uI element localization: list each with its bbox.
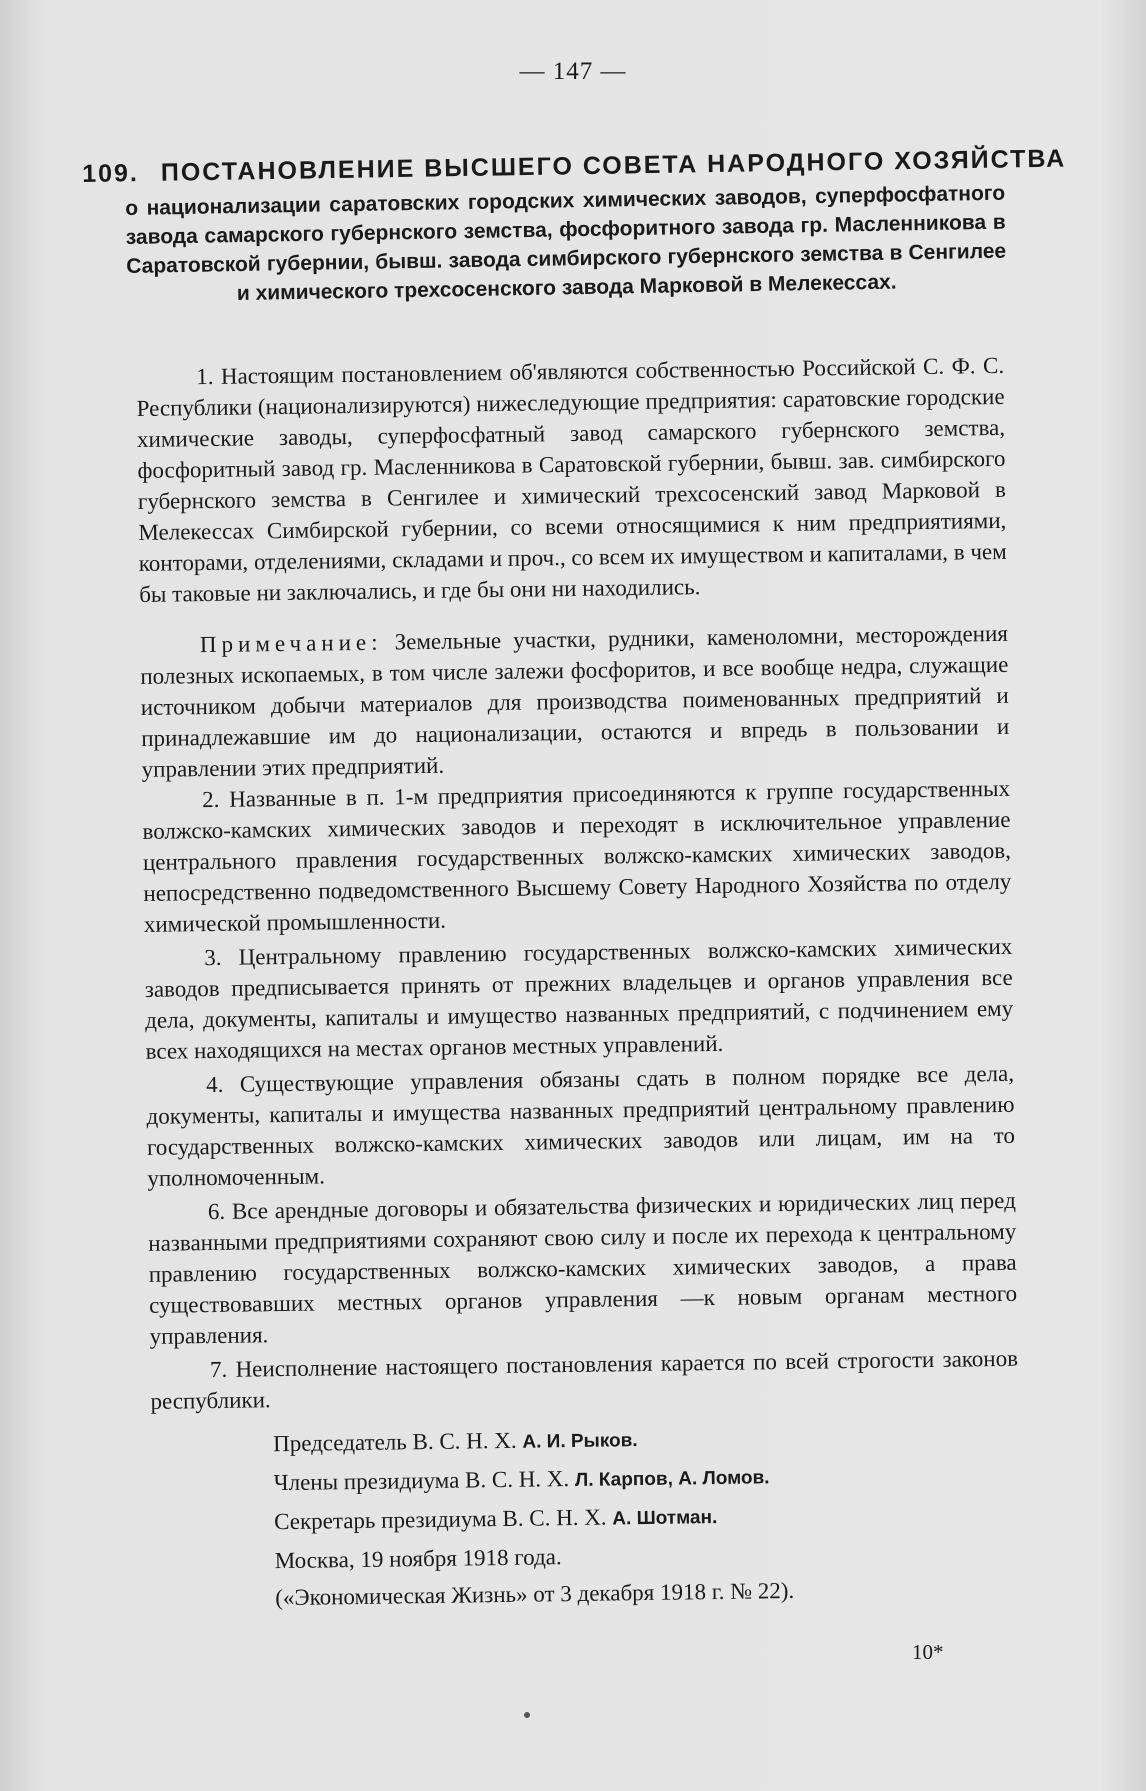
publication-source: («Экономическая Жизнь» от 3 декабря 1918 г. № 22). [275,1577,795,1611]
clause-1: 1. Настоящим постановлением об'являются собственностью Российской С. Ф. С. Республики (национализируются) нижеследующие предприятия: саратовские городские химические заводы, суперфосфатный завод самарского губернского земства, фосфоритный завод гр. Масленникова в Саратовской губернии, бывш. зав. симбирского губернского земства в Сенгилее и химический трехсосенский завод Марковой в Мелекессах Симбирской губернии, со всеми относящимися к ним предприятиями, конторами, отделениями, складами и проч., со всем их имуществом и капиталами, в чем бы таковые ни заключались, и где бы они ни находились. [136,352,1007,607]
place-date: Москва, 19 ноября 1918 года. [274,1544,562,1574]
print-speck [524,1712,530,1718]
secretary-name: А. Шотман. [612,1506,718,1530]
clause-4: 4. Существующие управления обязаны сдать в полном порядке все дела, документы, капиталы и имущества названных предприятий центральному правлению государственных волжско-камских химических заводов или лицам, им на то уполномоченным. [146,1060,1016,1191]
page-number: — 147 — [519,58,627,85]
decree-title: ПОСТАНОВЛЕНИЕ ВЫСШЕГО СОВЕТА НАРОДНОГО ХОЗЯЙСТВА [160,144,1067,187]
decree-body [136,350,1021,1618]
clause-1-note [140,618,1010,785]
note-text: Земельные участки, рудники, каменоломни, месторождения полезных ископаемых, в том числе залежи фосфоритов, и все вообще недра, служащие источником добычи материалов для производства поименованных предприятий и принадлежавшие им до национализации, остаются и впредь в пользовании и управлении этих предприятий. [140,620,1010,782]
clause-7: 7. Неисполнение настоящего постановления карается по всей строгости законов республики. [150,1345,1019,1414]
decree-subtitle: о национализации саратовских городских химических заводов, суперфосфатного завода самарского губернского земства, фосфоритного завода гр. Масленникова в Саратовской губернии, бывш. завода симбирского губернского земства в Сенгилее и химического трехсосенского завода Марковой в Мелекессах. [125,181,1007,306]
clause-2: 2. Названные в п. 1-м предприятия присоединяются к группе государственных волжско-камских химических заводов и переходят в исключительное управление центрального правления государственных волжско-камских химических заводов, непосредственно подведомственного Высшему Совету Народного Хозяйства по отделу химической промышленности. [142,775,1012,937]
decree-number: 109. [82,159,140,188]
signatures-block [151,1415,1022,1618]
members-label: Члены президиума В. С. Н. Х. [273,1466,570,1496]
clause-6: 6. Все арендные договоры и обязательства физических и юридических лиц перед названными предприятиями сохраняют свою силу и после их перехода к центральному правлению государственных волжско-камских химических заводов, а права существовавших местных органов управления —к новым органам местного управления. [148,1187,1018,1349]
sheet-mark: 10* [912,1640,944,1664]
members-names: Л. Карпов, А. Ломов. [574,1467,770,1491]
chairman-label: Председатель В. С. Н. Х. [272,1427,517,1457]
chairman-name: А. И. Рыков. [522,1430,638,1453]
secretary-label: Секретарь президиума В. С. Н. Х. [274,1504,607,1535]
clause-3: 3. Центральному правлению государственных волжско-камских химических заводов предписывается принять от прежних владельцев и органов управления все дела, документы, капиталы и имущество названных предприятий, с подчинением ему всех находящихся на местах органов местных управлений. [144,933,1014,1064]
note-label: Примечание: [199,629,383,658]
